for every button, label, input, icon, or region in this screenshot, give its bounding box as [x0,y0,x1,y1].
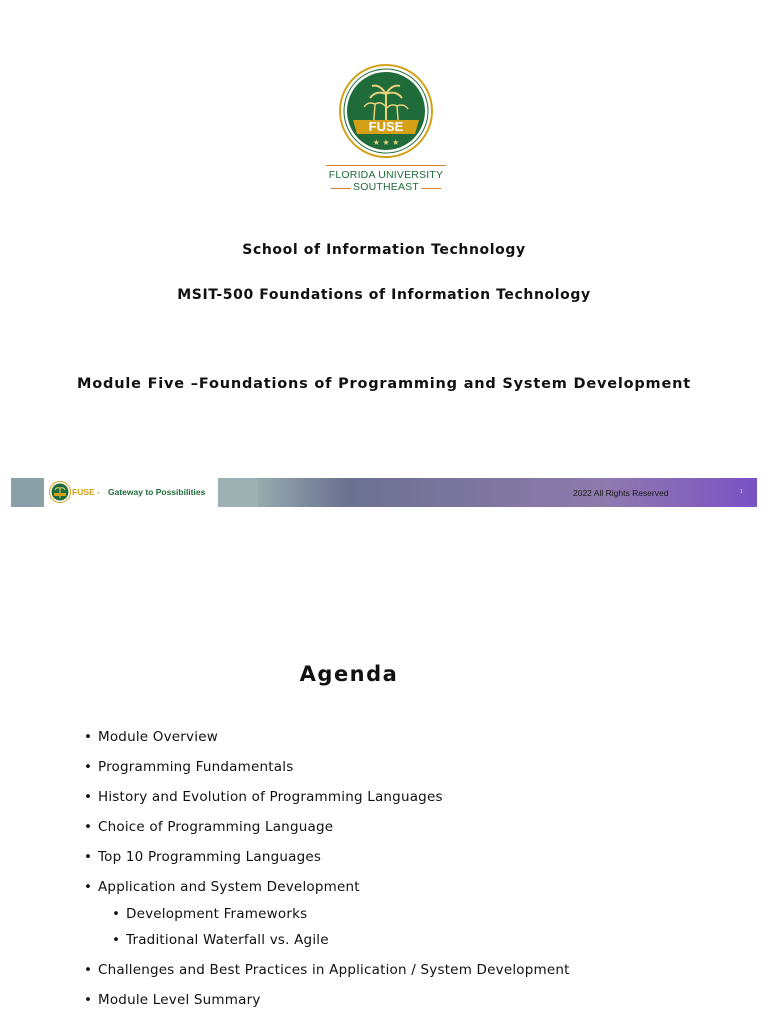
footer-brand-badge [44,478,218,507]
bullet-icon: • [84,992,93,1008]
footer-rights: 2022 All Rights Reserved [573,488,669,498]
agenda-item-text: Choice of Programming Language [98,819,334,835]
university-logo [328,64,444,196]
module-title: Module Five –Foundations of Programming and System Development [77,376,691,392]
bullet-icon: • [112,932,121,948]
agenda-item-text: Module Level Summary [98,992,261,1008]
bullet-icon: • [84,819,93,835]
agenda-item [84,789,443,805]
logo-name-line2: SOUTHEAST [353,181,419,193]
fuse-mini-seal-icon [49,481,71,503]
agenda-item [84,759,293,775]
school-title: School of Information Technology [242,242,526,258]
footer-brand: FUSE - [72,487,100,497]
agenda-item-text: Module Overview [98,729,218,745]
agenda-item-text: Programming Fundamentals [98,759,294,775]
bullet-icon: • [84,729,93,745]
footer-tagline: Gateway to Possibilities [108,487,206,497]
agenda-subitem [112,906,307,922]
bullet-icon: • [84,879,93,895]
agenda-item [84,992,261,1008]
agenda-item-text: Traditional Waterfall vs. Agile [126,932,329,948]
logo-rule-top [326,165,446,166]
agenda-item-text: Development Frameworks [126,906,308,922]
agenda-item-text: Top 10 Programming Languages [98,849,322,865]
agenda-title: Agenda [299,662,399,686]
bullet-icon: • [84,962,93,978]
bullet-icon: • [84,849,93,865]
agenda-item-text: Challenges and Best Practices in Application / System Development [98,962,570,978]
agenda-item [84,849,321,865]
agenda-item [84,819,333,835]
agenda-item [84,879,360,895]
footer-page-number: 1 [740,489,743,495]
bullet-icon: • [112,906,121,922]
svg-text:★ ★ ★: ★ ★ ★ [372,138,400,147]
agenda-item-text: History and Evolution of Programming Languages [98,789,443,805]
agenda-subitem [112,932,329,948]
agenda-item [84,962,570,978]
course-title: MSIT-500 Foundations of Information Technology [177,287,591,303]
agenda-item [84,729,218,745]
bullet-icon: • [84,759,93,775]
seal-text: FUSE [368,119,404,134]
logo-name-line1: FLORIDA UNIVERSITY [328,169,444,181]
logo-rule-right [421,188,441,189]
slide-footer [11,478,757,507]
fuse-seal-icon [331,64,441,164]
footer-accent [218,478,258,507]
bullet-icon: • [84,789,93,805]
agenda-item-text: Application and System Development [98,879,360,895]
